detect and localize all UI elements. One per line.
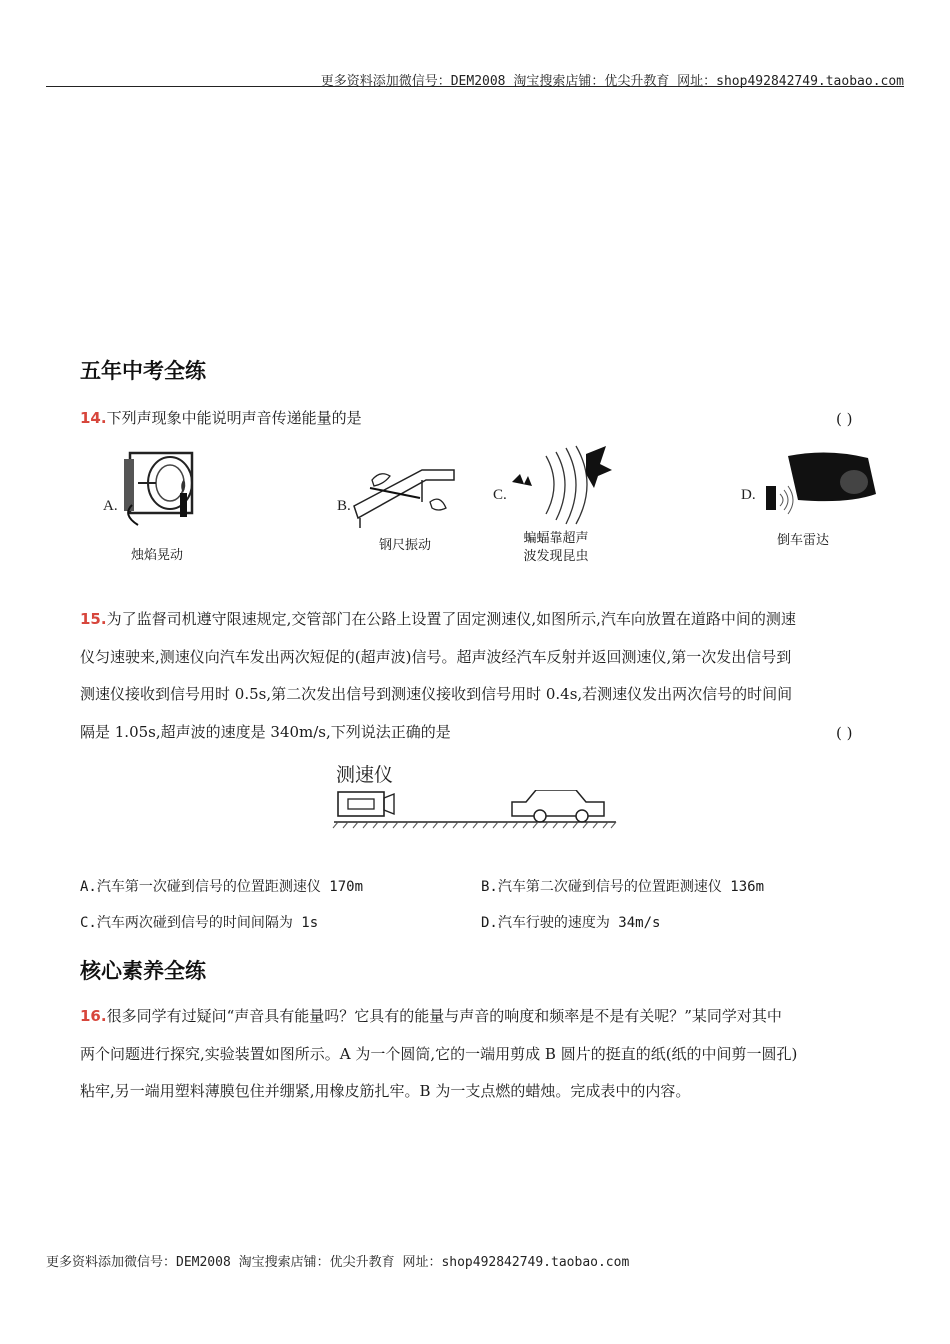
steel-ruler-figure (350, 458, 460, 530)
option-d-caption: 倒车雷达 (776, 533, 829, 548)
section-title-zhongkao: 五年中考全练 (80, 359, 206, 383)
header-divider (46, 86, 904, 87)
speed-meter-car-figure (330, 790, 620, 830)
question-16-line3: 粘牢,另一端用塑料薄膜包住并绷紧,用橡皮筋扎牢。B 为一支点燃的蜡烛。完成表中的内容。 (80, 1082, 691, 1100)
reversing-radar-figure (758, 448, 884, 524)
question-15-line3: 测速仪接收到信号用时 0.5s,第二次发出信号到测速仪接收到信号用时 0.4s,若测速仪发出两次信号的时间间 (80, 685, 793, 703)
option-b-letter: B. (337, 498, 351, 514)
page-footer: 更多资料添加微信号：DEM2008 淘宝搜索店铺：优尖升教育 网址：shop492842749.taobao.com (46, 1255, 630, 1270)
question-16-stem (80, 998, 880, 1111)
candle-speaker-figure (118, 445, 208, 530)
question-15-option-d: D.汽车行驶的速度为 34m/s (481, 915, 661, 931)
question-15-option-a: A.汽车第一次碰到信号的位置距测速仪 170m (80, 879, 363, 895)
option-a-caption: 烛焰晃动 (130, 548, 183, 563)
question-15-line1: 15.为了监督司机遵守限速规定,交管部门在公路上设置了固定测速仪,如图所示,汽车向放置在道路中间的测速 (80, 610, 796, 628)
option-c-caption (506, 530, 606, 566)
question-15-answer-blank: ( ) (836, 724, 853, 742)
option-c-caption-line1: 蝙蝠靠超声 (523, 531, 589, 546)
bat-ultrasound-figure (508, 444, 616, 526)
option-a-letter: A. (103, 498, 118, 514)
speed-meter-label: 测速仪 (336, 764, 394, 786)
question-16-line2: 两个问题进行探究,实验装置如图所示。A 为一个圆筒,它的一端用剪成 B 圆片的挺直的纸(纸的中间剪一圆孔) (80, 1044, 798, 1063)
question-14-number: 14. (80, 409, 107, 427)
question-15-line4: 隔是 1.05s,超声波的速度是 340m/s,下列说法正确的是 (80, 722, 451, 741)
question-16-number: 16. (80, 1007, 107, 1025)
question-16-line1: 16.很多同学有过疑问“声音具有能量吗？它具有的能量与声音的响度和频率是不是有关呢？”某同学对其中 (80, 1007, 782, 1025)
option-d-letter: D. (741, 487, 756, 503)
question-15-line2: 仪匀速驶来,测速仪向汽车发出两次短促的(超声波)信号。超声波经汽车反射并返回测速仪,第一次发出信号到 (80, 647, 792, 666)
question-15-option-c: C.汽车两次碰到信号的时间间隔为 1s (80, 915, 319, 931)
option-b-caption: 钢尺振动 (378, 538, 431, 553)
option-c-letter: C. (493, 487, 507, 503)
option-c-caption-line2: 波发现昆虫 (523, 549, 589, 564)
question-14-text: 下列声现象中能说明声音传递能量的是 (106, 409, 362, 427)
question-14-answer-blank: ( ) (836, 410, 853, 428)
section-title-core-literacy: 核心素养全练 (80, 959, 206, 983)
question-14-stem (80, 400, 362, 438)
page-header: 更多资料添加微信号：DEM2008 淘宝搜索店铺：优尖升教育 网址：shop492842749.taobao.com (320, 74, 904, 89)
question-15-number: 15. (80, 610, 107, 628)
question-15-option-b: B.汽车第二次碰到信号的位置距测速仪 136m (481, 879, 764, 895)
question-15-stem (80, 601, 880, 751)
